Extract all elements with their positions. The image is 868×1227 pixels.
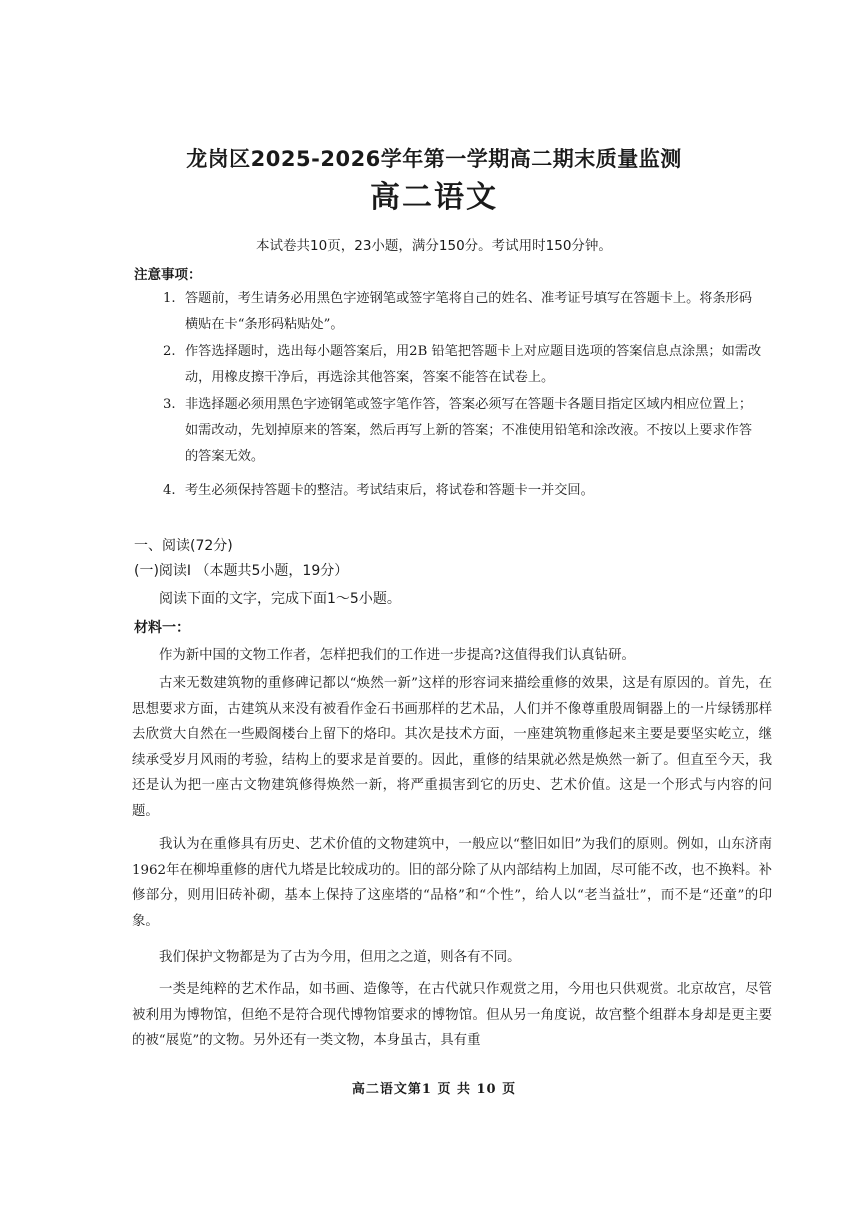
notice-text: 答题前，考生请务必用黑色字迹钢笔或签字笔将自己的姓名、准考证号填写在答题卡上。将条形码横贴在卡“条形码粘贴处”。 [185, 291, 753, 332]
notice-number: 1. [163, 291, 176, 306]
paragraph: 古来无数建筑物的重修碑记都以“焕然一新”这样的形容词来描绘重修的效果，这是有原因的。首先，在思想要求方面，古建筑从来没有被看作金石书画那样的艺术品，人们并不像尊重殷周铜器上的一片绿锈那样去欣赏大自然在一些殿阁楼台上留下的烙印。其次是技术方面，一座建筑物重修起来主要是要坚实屹立，继续承受岁月风雨的考验，结构上的要求是首要的。因此，重修的结果就必然是焕然一新了。但直至今天，我还是认为把一座古文物建筑修得焕然一新，将严重损害到它的历史、艺术价值。这是一个形式与内容的问题。 [132, 676, 772, 819]
exam-info: 本试卷共10页，23小题，满分150分。考试用时150分钟。 [256, 238, 612, 254]
section-reading: 一、阅读(72分) [134, 538, 233, 554]
material-label: 材料一： [134, 620, 190, 636]
notice-number: 3. [163, 397, 176, 412]
exam-title: 龙岗区2025-2026学年第一学期高二期末质量监测 [186, 147, 682, 171]
reading-instruction: 阅读下面的文字，完成下面1～5小题。 [159, 591, 401, 607]
subject-title: 高二语文 [370, 180, 498, 215]
paragraph: 作为新中国的文物工作者，怎样把我们的工作进一步提高?这值得我们认真钻研。 [159, 648, 635, 663]
notice-number: 2. [163, 344, 176, 359]
section-reading-1: (一)阅读I （本题共5小题，19分） [134, 563, 349, 579]
notice-text: 作答选择题时，选出每小题答案后，用2B 铅笔把答题卡上对应题目选项的答案信息点涂黑；如需改动，用橡皮擦干净后，再选涂其他答案，答案不能答在试卷上。 [185, 344, 762, 385]
notice-text: 考生必须保持答题卡的整洁。考试结束后，将试卷和答题卡一并交回。 [185, 483, 594, 498]
notice-item-4 [163, 478, 763, 504]
notice-item-3 [163, 392, 763, 470]
notice-item-1 [163, 286, 763, 338]
notice-number: 4. [163, 483, 176, 498]
page-footer: 高二语文第1 页 共 10 页 [351, 1082, 517, 1097]
paragraph: 我认为在重修具有历史、艺术价值的文物建筑中，一般应以“整旧如旧”为我们的原则。例如，山东济南1962年在柳埠重修的唐代九塔是比较成功的。旧的部分除了从内部结构上加固，尽可能不改，也不换料。补修部分，则用旧砖补砌，基本上保持了这座塔的“品格”和“个性”，给人以“老当益壮”，而不是“还童”的印象。 [132, 837, 772, 929]
paragraph: 我们保护文物都是为了古为今用，但用之之道，则各有不同。 [159, 950, 521, 965]
notice-heading: 注意事项： [134, 267, 202, 283]
notice-text: 非选择题必须用黑色字迹钢笔或签字笔作答，答案必须写在答题卡各题目指定区域内相应位置上；如需改动，先划掉原来的答案，然后再写上新的答案；不准使用铅笔和涂改液。不按以上要求作答的答案无效。 [185, 397, 753, 464]
notice-item-2 [163, 339, 763, 391]
paragraph: 一类是纯粹的艺术作品，如书画、造像等，在古代就只作观赏之用，今用也只供观赏。北京故宫，尽管被利用为博物馆，但绝不是符合现代博物馆要求的博物馆。但从另一角度说，故宫整个组群本身却是更主要的被“展览”的文物。另外还有一类文物，本身虽古，具有重 [132, 982, 772, 1049]
